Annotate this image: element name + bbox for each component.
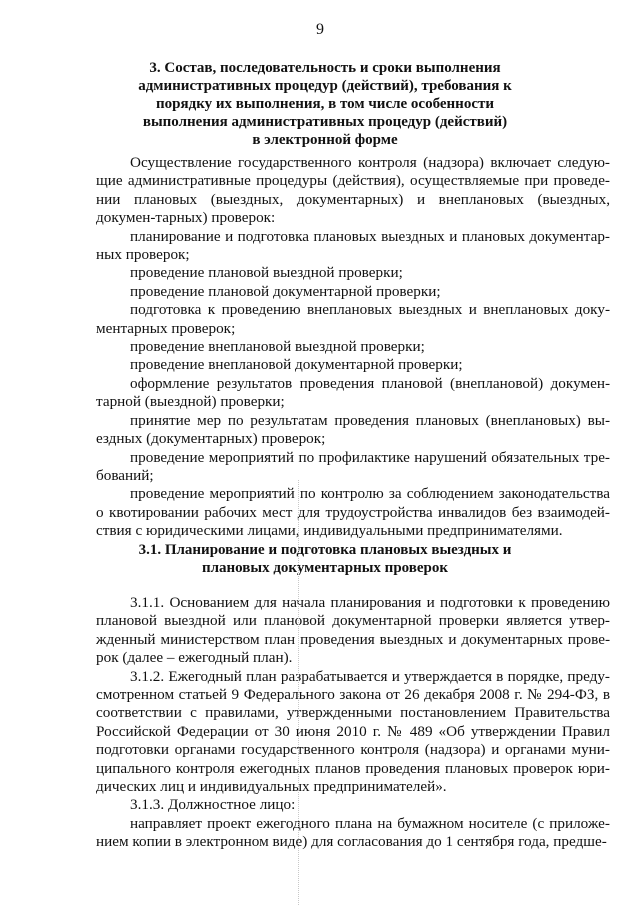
list-item: проведение мероприятий по контролю за соблюдением законодательства о квотировании рабочих мест для трудоустройства инвалидов без взаимодей-ствия с юридическими лицами, индивидуальными предпринимателями. <box>96 485 610 540</box>
list-item: оформление результатов проведения плановой (внеплановой) докумен-тарной (выездной) проверки; <box>96 374 610 411</box>
list-item: проведение мероприятий по профилактике нарушений обязательных тре-бований; <box>96 448 610 484</box>
heading-line: выполнения административных процедур (действий) <box>142 114 508 130</box>
heading-line: порядку их выполнения, в том числе особенности <box>156 96 494 112</box>
list-item: проведение внеплановой документарной проверки; <box>130 356 463 374</box>
section-3-1-body <box>96 594 610 852</box>
list-item: проведение плановой выездной проверки; <box>130 264 403 282</box>
heading-line: в электронной форме <box>252 132 398 148</box>
paragraph: Осуществление государственного контроля (надзора) включает следую-щие административные процедуры (действия), осуществляемые при проведе-нии плановых (выездных, документарных) и внеплановых (выездных, докумен-тарных) проверок: <box>96 154 610 227</box>
paragraph-3-1-3: 3.1.3. Должностное лицо: <box>130 796 296 814</box>
section-3-1-heading <box>95 541 555 577</box>
list-item: принятие мер по результатам проведения плановых (внеплановых) вы-ездных (документарных) проверок; <box>96 411 610 448</box>
scan-fold-line <box>298 480 299 905</box>
heading-line: 3. Состав, последовательность и сроки выполнения <box>149 60 501 76</box>
section-3-heading <box>95 59 555 149</box>
list-item: планирование и подготовка плановых выездных и плановых документар-ных проверок; <box>96 227 610 264</box>
list-item: подготовка к проведению внеплановых выездных и внеплановых доку-ментарных проверок; <box>96 301 610 337</box>
paragraph-3-1-1: 3.1.1. Основанием для начала планирования и подготовки к проведению плановой выездной или плановой документарной проверки является утвер-жденный министерством план проведения выездных и документарных прове-рок (далее – ежегодный план). <box>96 594 610 667</box>
list-item: проведение плановой документарной проверки; <box>130 282 441 300</box>
paragraph-3-1-2: 3.1.2. Ежегодный план разрабатывается и утверждается в порядке, преду-смотренном статьей 9 Федерального закона от 26 декабря 2008 г. № 294-ФЗ, в соответствии с правилами, утвержденными постановлением Правительства Российской Федерации от 30 июня 2010 г. № 489 «Об утверждении Правил подготовки органами государственного контроля (надзора) и органами муни-ципального контроля ежегодных планов проведения плановых проверок юри-дических лиц и индивидуальных предпринимателей». <box>96 667 610 796</box>
section-3-body <box>96 154 610 541</box>
list-item: проведение внеплановой выездной проверки; <box>130 338 425 356</box>
paragraph: направляет проект ежегодного плана на бумажном носителе (с приложе-нием копии в электронном виде) для согласования до 1 сентября года, предше- <box>96 814 610 851</box>
heading-line: плановых документарных проверок <box>201 560 449 576</box>
heading-line: административных процедур (действий), требования к <box>138 78 512 94</box>
page-number: 9 <box>316 21 324 38</box>
heading-line: 3.1. Планирование и подготовка плановых выездных и <box>138 542 512 558</box>
